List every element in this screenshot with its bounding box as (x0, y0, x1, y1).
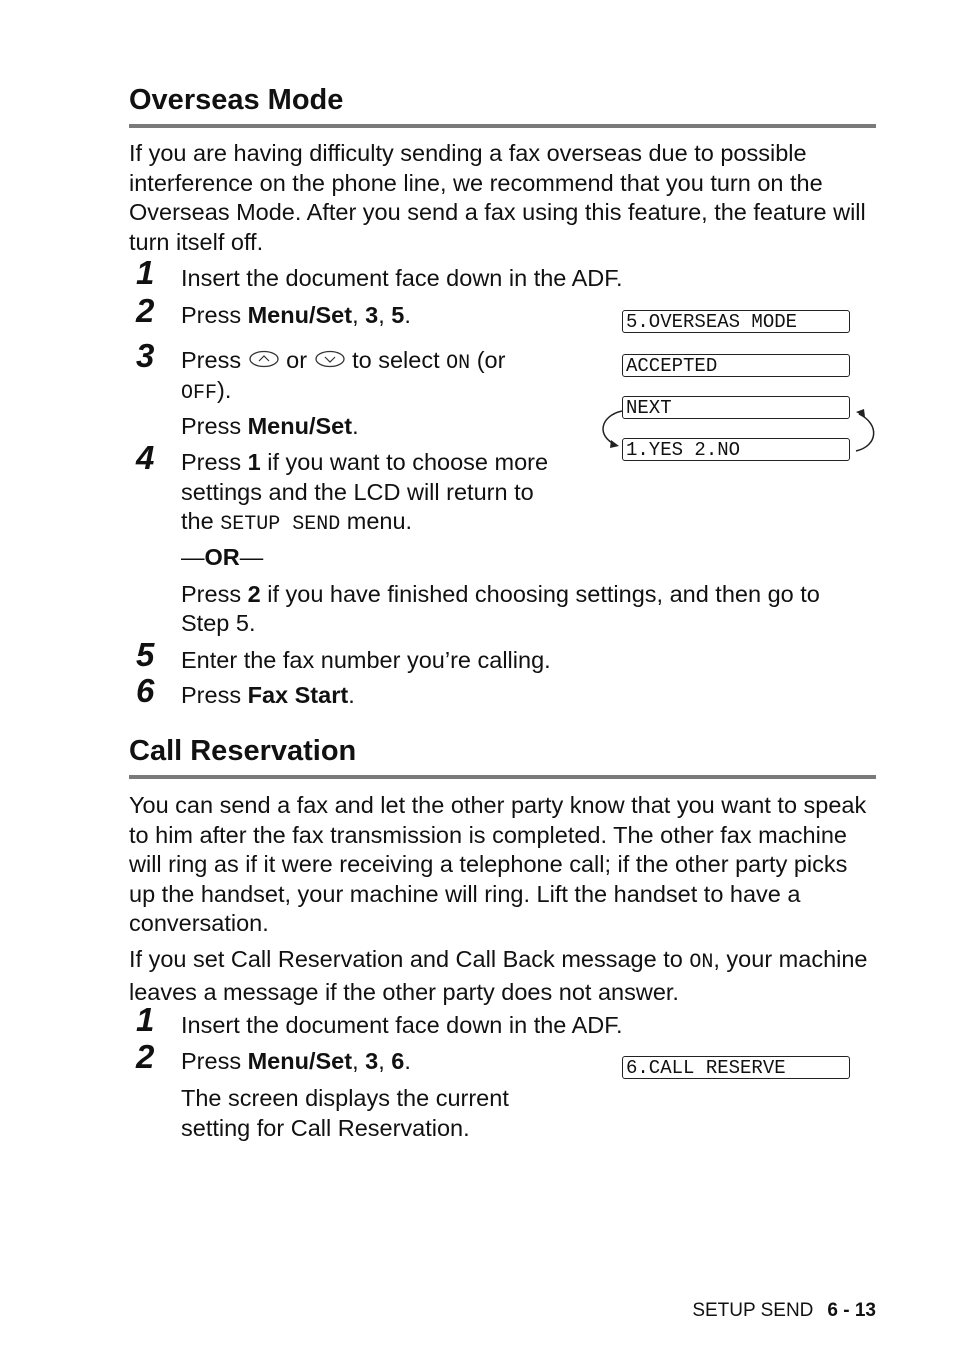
lcd-value-on: ON (446, 352, 471, 375)
step-number: 2 (136, 292, 155, 329)
step-text: Insert the document face down in the ADF. (181, 265, 623, 291)
key-5: 5 (391, 302, 405, 328)
text-or-open: (or (470, 347, 506, 373)
text-press: Press (181, 413, 248, 439)
lcd-display: 5.OVERSEAS MODE (622, 310, 850, 333)
separator: , (378, 1048, 392, 1074)
step-text: Insert the document face down in the ADF. (181, 1012, 623, 1038)
step-number: 1 (136, 1001, 155, 1038)
text: If you set Call Reservation and Call Back message to (129, 946, 690, 972)
text: , your machine leaves a message if the other party does not answer. (129, 946, 868, 1005)
step-text (181, 301, 411, 331)
dash: — (181, 544, 205, 570)
key-menu-set: Menu/Set (247, 413, 353, 439)
key-2: 2 (247, 581, 261, 607)
text-press: Press (181, 347, 248, 373)
step-number: 3 (136, 337, 155, 374)
text: the (181, 508, 221, 534)
section-title-call-reservation: Call Reservation (129, 735, 357, 767)
key-1: 1 (247, 449, 261, 475)
page-footer (692, 1300, 876, 1322)
key-menu-set: Menu/Set (247, 302, 353, 328)
step-text: The screen displays the current (181, 1085, 509, 1111)
key-fax-start: Fax Start (247, 682, 349, 708)
up-arrow-button-icon (248, 347, 280, 377)
or-separator (181, 543, 263, 573)
period: . (404, 1048, 411, 1074)
step-text: setting for Call Reservation. (181, 1115, 470, 1141)
step-text (181, 376, 231, 409)
step-number: 1 (136, 254, 155, 291)
key-3: 3 (365, 302, 379, 328)
page-number: 6 - 13 (827, 1300, 876, 1321)
step-text: Enter the fax number you’re calling. (181, 647, 551, 673)
section-title-overseas-mode: Overseas Mode (129, 84, 344, 116)
step-number: 2 (136, 1038, 155, 1075)
separator: , (352, 302, 366, 328)
step-text: Step 5. (181, 610, 256, 636)
separator: , (378, 302, 392, 328)
text: if you want to choose more (260, 449, 549, 475)
text-press: Press (181, 1048, 248, 1074)
lcd-display: NEXT (622, 396, 850, 419)
lcd-value-on: ON (689, 951, 714, 974)
period: . (348, 682, 355, 708)
overseas-intro: If you are having difficulty sending a fax overseas due to possible interference on the phone line, we recommend that you turn on the Overseas Mode. After you send a fax using this feature, the feature will turn itself off. (129, 140, 866, 255)
step-text (181, 681, 355, 711)
text-close: ). (217, 377, 232, 403)
text-or: or (279, 347, 314, 373)
key-3: 3 (365, 1048, 379, 1074)
lcd-value-off: OFF (181, 382, 218, 405)
key-6: 6 (391, 1048, 405, 1074)
lcd-cycle-arrows-icon (594, 396, 884, 462)
text: if you have finished choosing settings, and then go to (260, 581, 820, 607)
period: . (352, 413, 359, 439)
step-text (181, 507, 412, 540)
section-rule (129, 775, 876, 779)
text-to-select: to select (345, 347, 447, 373)
section-rule (129, 124, 876, 128)
text-press: Press (181, 449, 248, 475)
step-number: 6 (136, 672, 155, 709)
text-press: Press (181, 302, 248, 328)
or-word: OR (204, 544, 240, 570)
step-text (181, 1047, 411, 1077)
lcd-menu-name: SETUP SEND (220, 513, 341, 536)
period: . (404, 302, 411, 328)
step-number: 4 (136, 439, 155, 476)
step-number: 5 (136, 636, 155, 673)
footer-section-name: SETUP SEND (692, 1300, 814, 1321)
key-menu-set: Menu/Set (247, 1048, 353, 1074)
dash: — (239, 544, 264, 570)
call-reservation-intro: You can send a fax and let the other party know that you want to speak to him after the fax transmission is completed. The other fax machine will ring as if it were receiving a telephone call; if the other party picks up the handset, your machine will ring. Lift the handset to have a conversation. (129, 792, 867, 936)
lcd-display: 1.YES 2.NO (622, 438, 850, 461)
text: menu. (340, 508, 413, 534)
down-arrow-button-icon (314, 347, 346, 377)
step-text (181, 580, 820, 610)
text-press: Press (181, 682, 248, 708)
step-text (181, 346, 505, 379)
step-text: settings and the LCD will return to (181, 479, 534, 505)
step-text (181, 448, 548, 478)
step-text (181, 412, 359, 442)
text-press: Press (181, 581, 248, 607)
lcd-display: 6.CALL RESERVE (622, 1056, 850, 1079)
separator: , (352, 1048, 366, 1074)
call-reservation-note (129, 945, 879, 1007)
lcd-display: ACCEPTED (622, 354, 850, 377)
